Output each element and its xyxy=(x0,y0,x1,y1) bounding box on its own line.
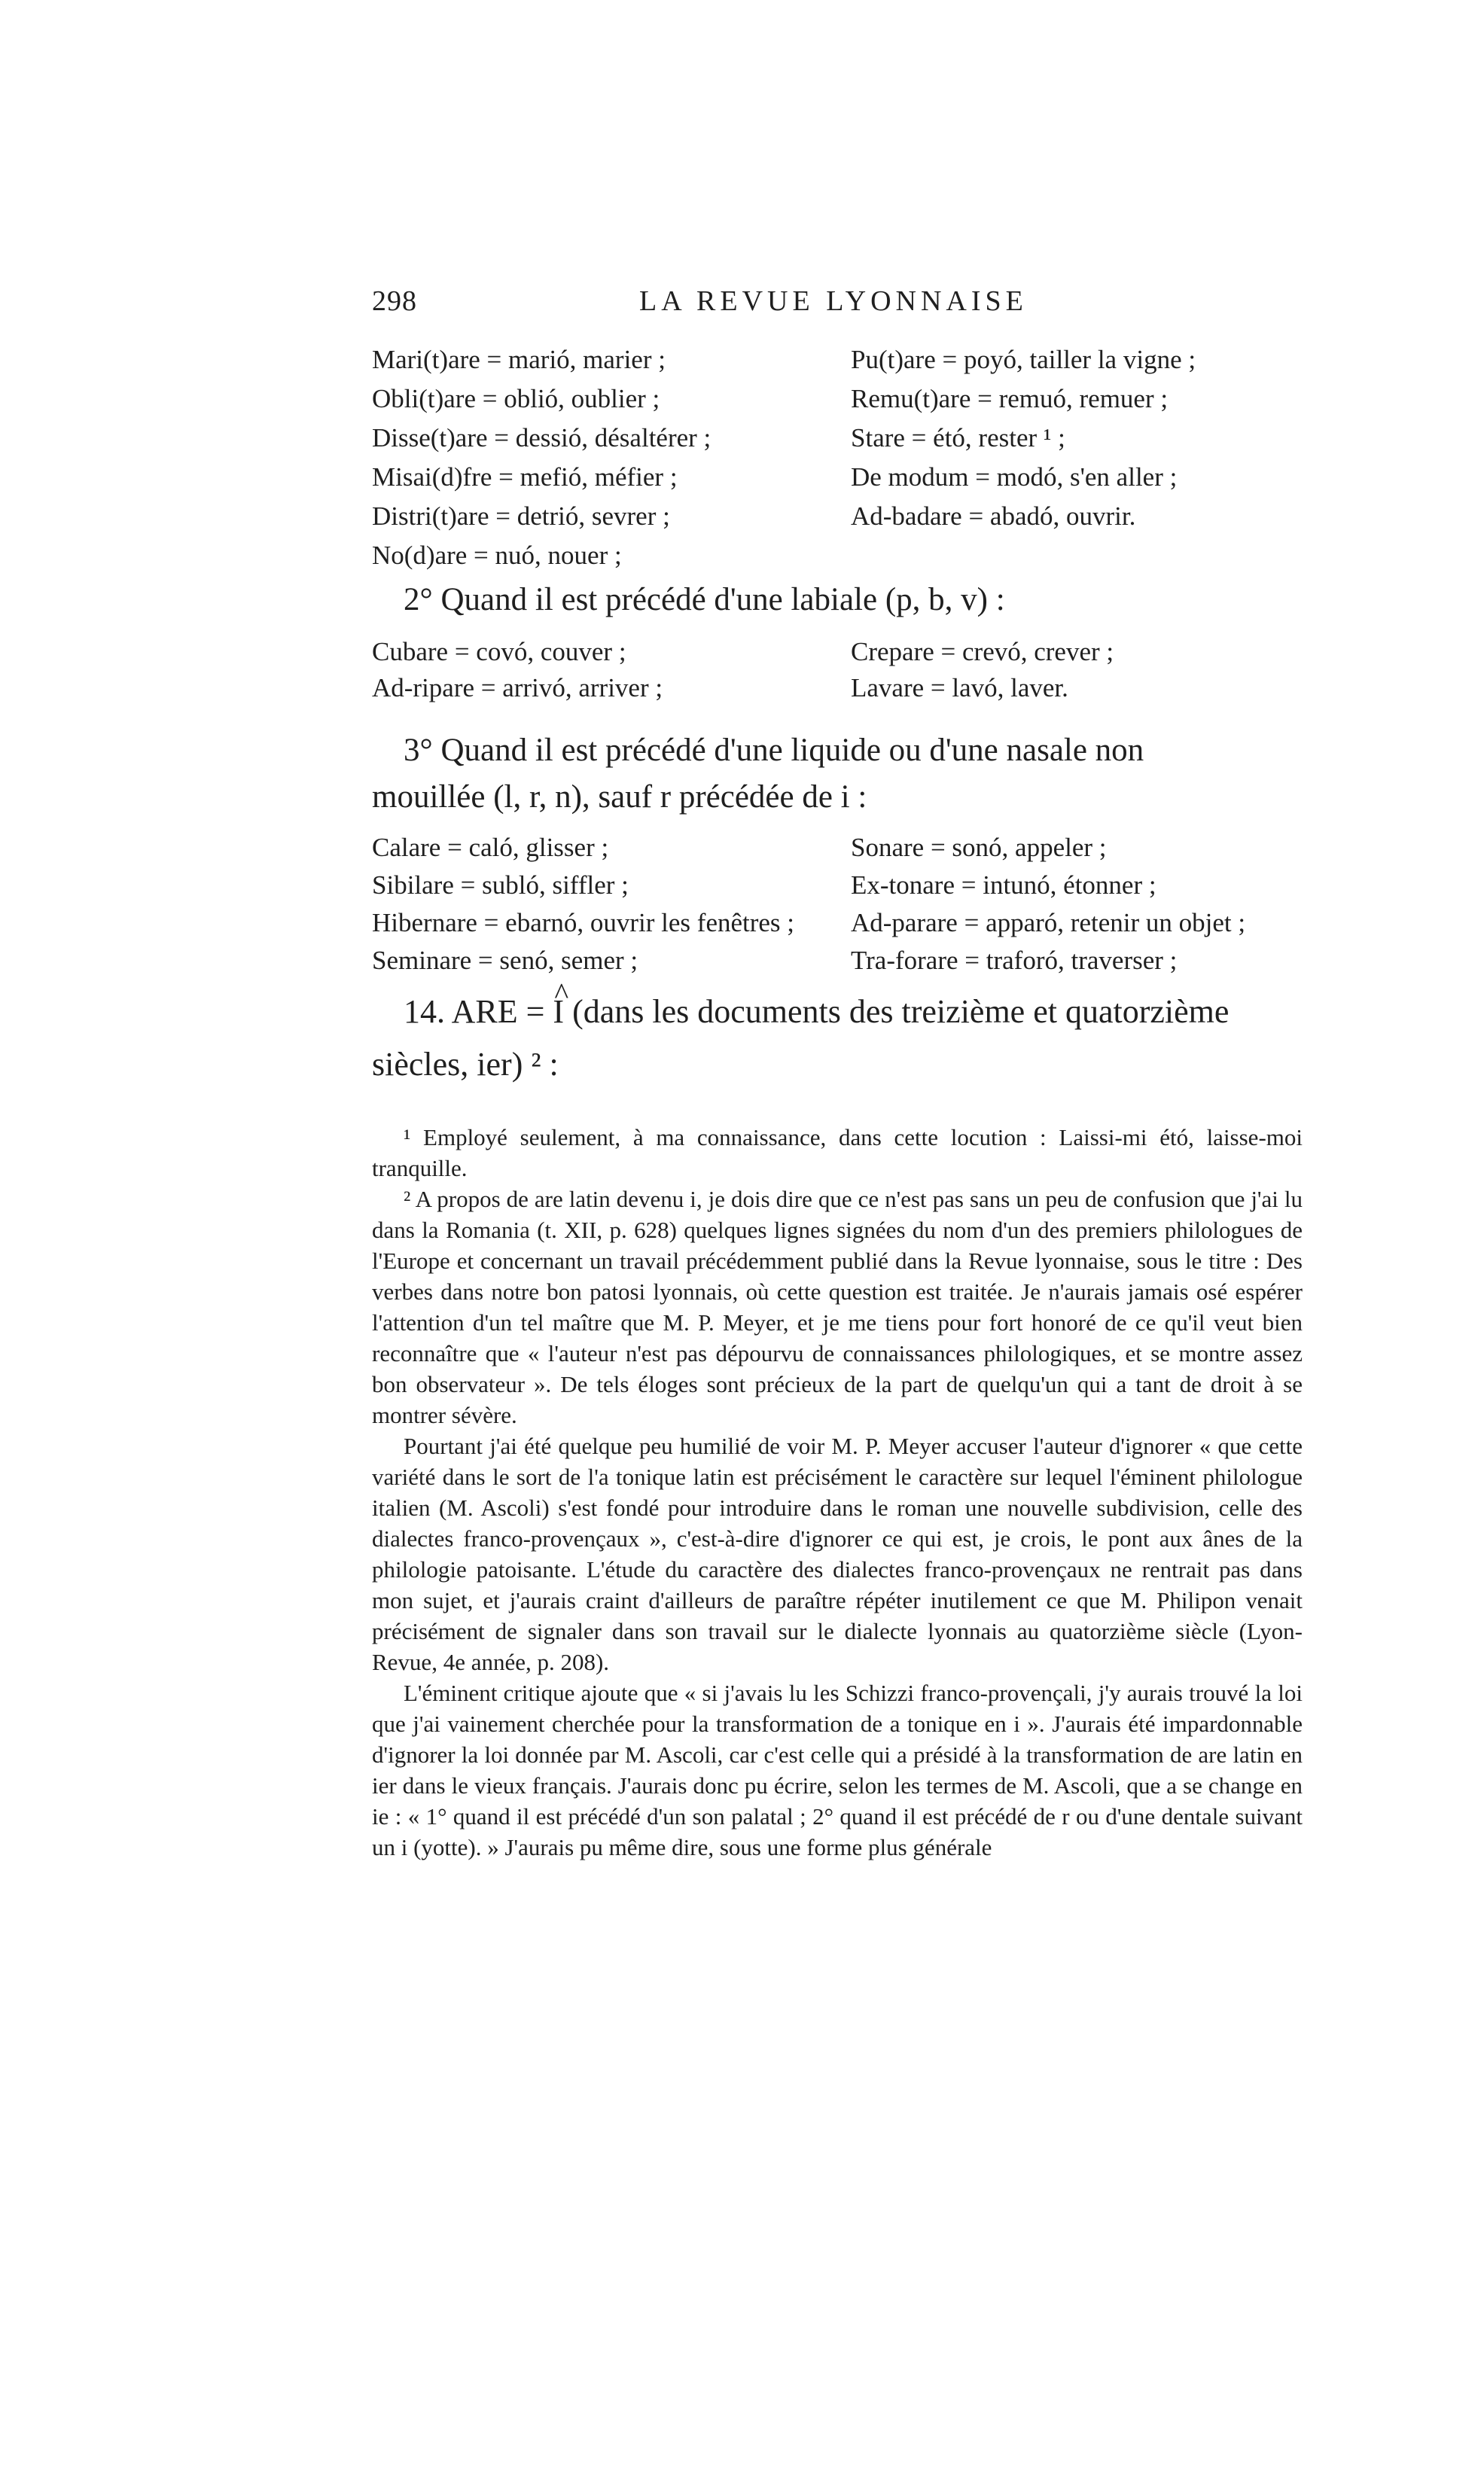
example-left: Hibernare = ebarnó, ouvrir les fenêtres ; xyxy=(372,908,795,937)
example-right: Ad-badare = abadó, ouvrir. xyxy=(851,501,1136,531)
example-left: Mari(t)are = marió, marier ; xyxy=(372,345,666,374)
rule-14-vowel: ^ I xyxy=(553,992,564,1031)
example-left: Calare = caló, glisser ; xyxy=(372,833,609,862)
example-right: Crepare = crevó, crever ; xyxy=(851,637,1114,666)
rule-14-prefix: ARE = xyxy=(451,993,553,1030)
rule-14-number: 14. xyxy=(404,993,445,1030)
example-right: Ad-parare = apparó, retenir un objet ; xyxy=(851,908,1246,937)
example-right: Lavare = lavó, laver. xyxy=(851,673,1068,702)
footnote-2-paragraph: Pourtant j'ai été quelque peu humilié de voir M. P. Meyer accuser l'auteur d'ignorer « que cette variété dans le sort de l'a tonique latin est précisément le caractère sur lequel l'éminent philologue italien (M. Ascoli) s'est fondé pour introduire dans le roman une nouvelle subdivision, celle des dialectes franco-provençaux », c'est-à-dire d'ignorer ce qui est, je crois, le pont aux ânes de la philologie patoisante. L'étude du caractère des dialectes franco-provençaux ne rentrait pas dans mon sujet, et j'aurais craint d'ailleurs de paraître répéter inutilement ce que M. Philipon venait précisément de signaler dans son travail sur le dialecte lyonnais au quatorzième siècle (Lyon-Revue, 4e année, p. 208). xyxy=(372,1433,1303,1675)
example-right: Pu(t)are = poуó, tailler la vigne ; xyxy=(851,345,1196,374)
rule-3-heading: 3° Quand il est précédé d'une liquide ou d'une nasale non xyxy=(404,733,1144,768)
example-left: Obli(t)are = oblió, oublier ; xyxy=(372,384,660,413)
rule-2-heading: 2° Quand il est précédé d'une labiale (p, b, v) : xyxy=(404,582,1005,617)
journal-title: LA REVUE LYONNAISE xyxy=(639,285,1028,317)
example-left: No(d)are = nuó, nouer ; xyxy=(372,541,622,570)
running-head xyxy=(372,285,1298,330)
example-left: Disse(t)are = dessió, désaltérer ; xyxy=(372,423,712,452)
footnote-2-paragraph: L'éminent critique ajoute que « si j'avais lu les Schizzi franco-provençali, j'y aurais trouvé la loi que j'ai vainement cherchée pour la transformation de a tonique en i ». J'aurais été impardonnable d'ignorer la loi donnée par M. Ascoli, car c'est celle qui a présidé à la transformation de are latin en ier dans le vieux français. J'aurais donc pu écrire, selon les termes de M. Ascoli, que a se change en ie : « 1° quand il est précédé d'un son palatal ; 2° quand il est précédé de r ou d'une dentale suivant un i (yotte). » J'aurais pu même dire, sous une forme plus générale xyxy=(372,1680,1303,1860)
rule-14-heading xyxy=(404,992,1229,1031)
example-left: Distri(t)are = detrió, sevrer ; xyxy=(372,501,670,531)
example-right: Ex-tonare = intunó, étonner ; xyxy=(851,870,1156,900)
footnotes xyxy=(372,1122,1303,1863)
footnote-2: ² A propos de are latin devenu i, je dois dire que ce n'est pas sans un peu de confusion que j'ai lu dans la Romania (t. XII, p. 628) quelques lignes signées du nom d'un des premiers philologues de l'Europe et concernant un travail précédemment publié dans la Revue lyonnaise, sous le titre : Des verbes dans notre bon patosi lyonnais, où cette question est traitée. Je n'aurais jamais osé espérer l'attention d'un tel maître que M. P. Meyer, et je me tiens pour fort honoré de ce qu'il veut bien reconnaître que « l'auteur n'est pas dépourvu de connaissances philologiques, et se montre assez bon observateur ». De tels éloges sont précieux de la part de quelqu'un qui a tant de droit à se montrer sévère. xyxy=(372,1186,1303,1428)
example-left: Misai(d)fre = mefió, méfier ; xyxy=(372,462,678,492)
footnote-1: ¹ Employé seulement, à ma connaissance, dans cette locution : Laissi-mi étó, laisse-moi tranquille. xyxy=(372,1124,1303,1181)
example-left: Cubare = covó, couver ; xyxy=(372,637,626,666)
example-left: Sibilare = subló, siffler ; xyxy=(372,870,629,900)
example-right: De modum = modó, s'en aller ; xyxy=(851,462,1178,492)
rule-14-heading-cont: siècles, ier) ² : xyxy=(372,1046,559,1083)
rule-3-heading-cont: mouillée (l, r, n), sauf r précédée de i : xyxy=(372,779,867,815)
example-left: Ad-ripare = arrivó, arriver ; xyxy=(372,673,663,702)
example-left: Seminare = senó, semer ; xyxy=(372,946,638,975)
rule-14-suffix: (dans les documents des treizième et quatorzième xyxy=(564,993,1230,1030)
example-right: Stare = étó, rester ¹ ; xyxy=(851,423,1065,452)
example-right: Remu(t)are = remuó, remuer ; xyxy=(851,384,1169,413)
example-right: Sonare = sonó, appeler ; xyxy=(851,833,1107,862)
example-right: Tra-forare = traforó, traverser ; xyxy=(851,946,1178,975)
page-number: 298 xyxy=(372,285,417,317)
